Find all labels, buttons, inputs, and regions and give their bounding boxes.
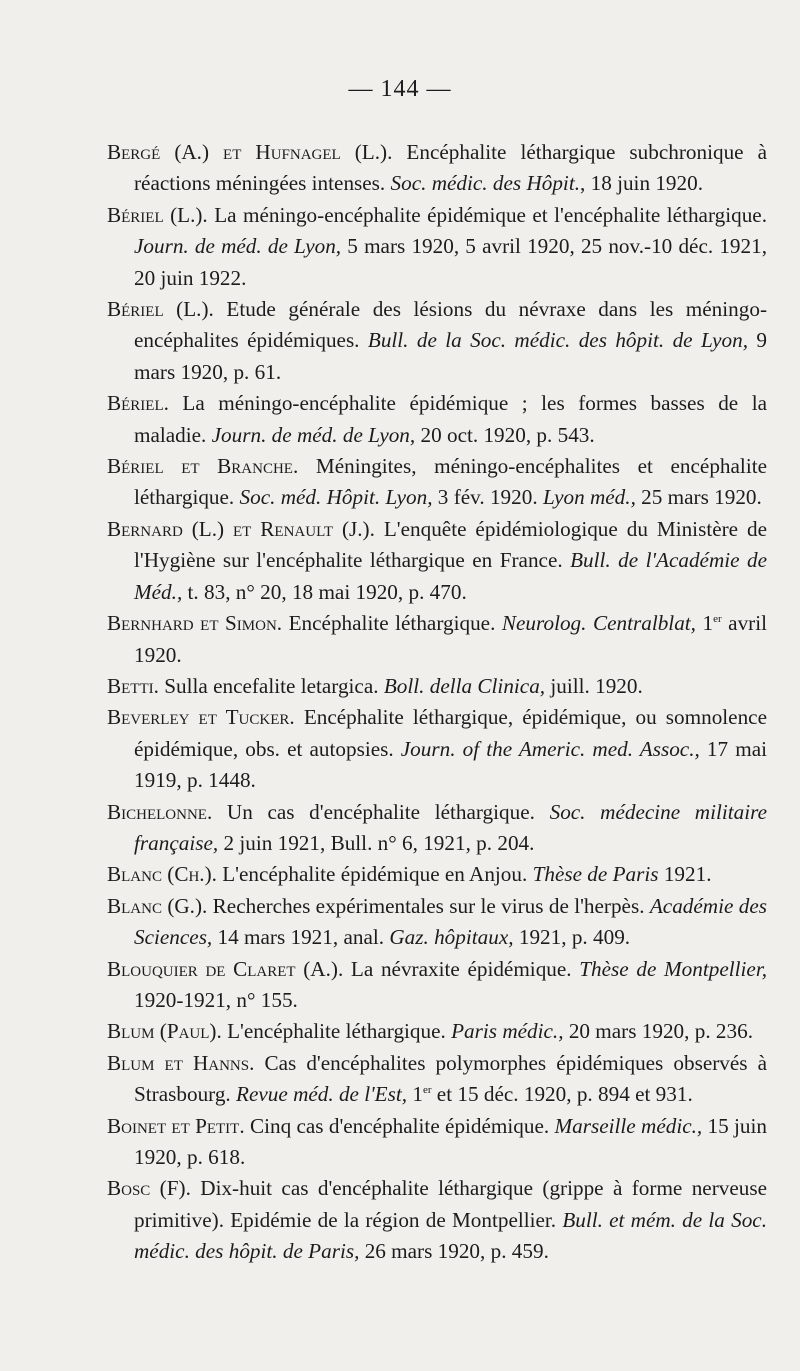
entry-author: Bernard (L.) et Renault (J.). — [107, 516, 375, 541]
entry-text: L'enquête épidémiologique du Ministère de l'Hygiène sur l'encéphalite léthargique en France. — [134, 516, 767, 573]
entry-rest-2: avril 1920. — [134, 611, 767, 667]
entry-rest: 14 mars 1921, anal. — [212, 925, 390, 950]
entry-rest-2: et 15 déc. 1920, p. 894 et 931. — [431, 1082, 693, 1107]
entry-text: Encéphalite léthargique. — [282, 611, 502, 636]
entry-text: Sulla encefalite letargica. — [158, 673, 384, 698]
entry-source-2: Gaz. hôpitaux, — [389, 925, 514, 950]
entry-author: Bériel. — [107, 391, 169, 416]
entry-source: Boll. della Clinica, — [383, 673, 546, 698]
entry-rest: t. 83, n° 20, 18 mai 1920, p. 470. — [182, 579, 467, 604]
bibliography-entry — [107, 671, 767, 702]
bibliography-entry — [107, 200, 767, 294]
entry-source: Journ. de méd. de Lyon, — [134, 234, 342, 259]
entry-author: Bériel (L.). — [107, 202, 208, 227]
bibliography-entry — [107, 388, 767, 451]
bibliography-entry — [107, 891, 767, 954]
entry-text: Etude générale des lésions du névraxe dans les méningo-encéphalites épidémiques. — [134, 297, 767, 353]
entry-text: Dix-huit cas d'encéphalite léthargique (grippe à forme nerveuse primitive). Epidémie de la région de Montpellier. — [134, 1176, 767, 1232]
entry-rest: 20 mars 1920, p. 236. — [563, 1019, 754, 1044]
entry-text: L'encéphalite léthargique. — [221, 1019, 452, 1044]
entry-rest: 1 — [695, 611, 714, 636]
entry-rest: 26 mars 1920, p. 459. — [359, 1239, 549, 1264]
bibliography-entry — [107, 137, 767, 200]
entry-rest: 3 fév. 1920. — [432, 485, 543, 510]
entry-source: Thèse de Montpellier, — [579, 956, 768, 981]
bibliography-entry — [107, 797, 767, 860]
bibliography-entry — [107, 1173, 767, 1267]
entry-text: La méningo-encéphalite épidémique et l'encéphalite léthargique. — [207, 202, 767, 227]
entry-rest: 9 mars 1920, p. 61. — [134, 328, 768, 384]
entry-source: Journ. de méd. de Lyon, — [211, 422, 416, 447]
entry-author: Bergé (A.) et Hufnagel (L.). — [107, 140, 393, 164]
entry-text: Méningites, méningo-encéphalites et encéphalite léthargique. — [134, 454, 767, 510]
entry-text: L'encéphalite épidémique en Anjou. — [216, 862, 533, 887]
entry-author: Blum et Hanns. — [107, 1050, 255, 1075]
bibliography-entry — [107, 1016, 767, 1047]
bibliography-entry — [107, 702, 767, 796]
entry-source: Soc. médic. des Hôpit. — [390, 171, 580, 196]
entry-author: Bériel et Branche. — [107, 454, 299, 479]
bibliography-entry — [107, 294, 767, 388]
entry-text: Cas d'encéphalites polymorphes épidémiques observés à Strasbourg. — [134, 1050, 767, 1107]
entry-rest-2: 1921, p. 409. — [513, 925, 631, 950]
entry-author: Bernhard et Simon. — [107, 611, 283, 636]
entry-author: Bériel (L.). — [107, 297, 214, 322]
entry-superscript: er — [422, 1084, 432, 1097]
entry-rest: 1 — [407, 1082, 423, 1107]
bibliography-entry — [107, 1111, 767, 1174]
entry-author: Blanc (Ch.). — [107, 862, 217, 887]
entry-author: Betti. — [107, 673, 159, 698]
bibliography-entry — [107, 954, 767, 1017]
entry-author: Bichelonne. — [107, 799, 213, 824]
page-number: — 144 — — [348, 76, 452, 102]
entry-source-2: Lyon méd., — [542, 485, 636, 510]
entry-source: Bull. de la Soc. médic. des hôpit. de Lyon, — [367, 328, 749, 353]
entry-source: Journ. of the Americ. med. Assoc., — [400, 736, 700, 761]
entry-source: Bull. et mém. de la Soc. médic. des hôpit. de Paris, — [134, 1207, 767, 1264]
entry-rest-2: 25 mars 1920. — [635, 485, 762, 510]
bibliography-entry — [107, 1048, 767, 1111]
entry-author: Blanc (G.). — [107, 893, 208, 918]
entry-rest: 20 oct. 1920, p. 543. — [415, 422, 595, 447]
entry-text: Cinq cas d'encéphalite épidémique. — [244, 1113, 555, 1138]
entry-source: Académie des Sciences, — [134, 893, 767, 950]
bibliography-list — [107, 137, 767, 1268]
entry-rest: 15 juin 1920, p. 618. — [134, 1113, 767, 1169]
entry-text: La névraxite épidémique. — [343, 956, 580, 981]
bibliography-entry — [107, 451, 767, 514]
bibliography-entry — [107, 608, 767, 671]
entry-source: Bull. de l'Académie de Méd., — [134, 548, 767, 604]
entry-author: Blouquier de Claret (A.). — [107, 956, 344, 981]
entry-rest: 1920-1921, n° 155. — [134, 987, 298, 1012]
entry-author: Blum (Paul). — [107, 1019, 222, 1044]
entry-source: Soc. médecine militaire française, — [134, 799, 767, 855]
entry-author: Bosc (F). — [107, 1176, 191, 1201]
entry-text: Encéphalite léthargique, épidémique, ou somnolence épidémique, obs. et autopsies. — [134, 705, 767, 761]
entry-source: Thèse de Paris — [532, 862, 659, 887]
entry-source: Paris médic., — [451, 1019, 564, 1044]
bibliography-entry — [107, 514, 767, 608]
entry-text: Recherches expérimentales sur le virus de l'herpès. — [207, 893, 650, 918]
entry-source: Revue méd. de l'Est, — [236, 1082, 408, 1107]
entry-rest: , 18 juin 1920. — [580, 171, 704, 196]
entry-rest: 2 juin 1921, Bull. n° 6, 1921, p. 204. — [218, 830, 535, 855]
bibliography-entry — [107, 859, 767, 890]
entry-source: Neurolog. Centralblat, — [501, 611, 696, 636]
entry-text: Un cas d'encéphalite léthargique. — [212, 799, 550, 824]
entry-rest: 17 mai 1919, p. 1448. — [134, 736, 767, 793]
entry-source: Soc. méd. Hôpit. Lyon, — [239, 485, 433, 510]
entry-author: Boinet et Petit. — [107, 1113, 245, 1138]
entry-source: Marseille médic., — [554, 1113, 703, 1138]
entry-text: Encéphalite léthargique subchronique à réactions méningées intenses. — [134, 140, 767, 196]
entry-rest: 5 mars 1920, 5 avril 1920, 25 nov.-10 déc. 1921, 20 juin 1922. — [134, 234, 768, 290]
entry-rest: 1921. — [658, 862, 712, 887]
entry-text: La méningo-encéphalite épidémique ; les formes basses de la maladie. — [134, 391, 767, 447]
entry-author: Beverley et Tucker. — [107, 705, 295, 730]
entry-rest: juill. 1920. — [545, 673, 643, 698]
entry-superscript: er — [713, 613, 722, 626]
